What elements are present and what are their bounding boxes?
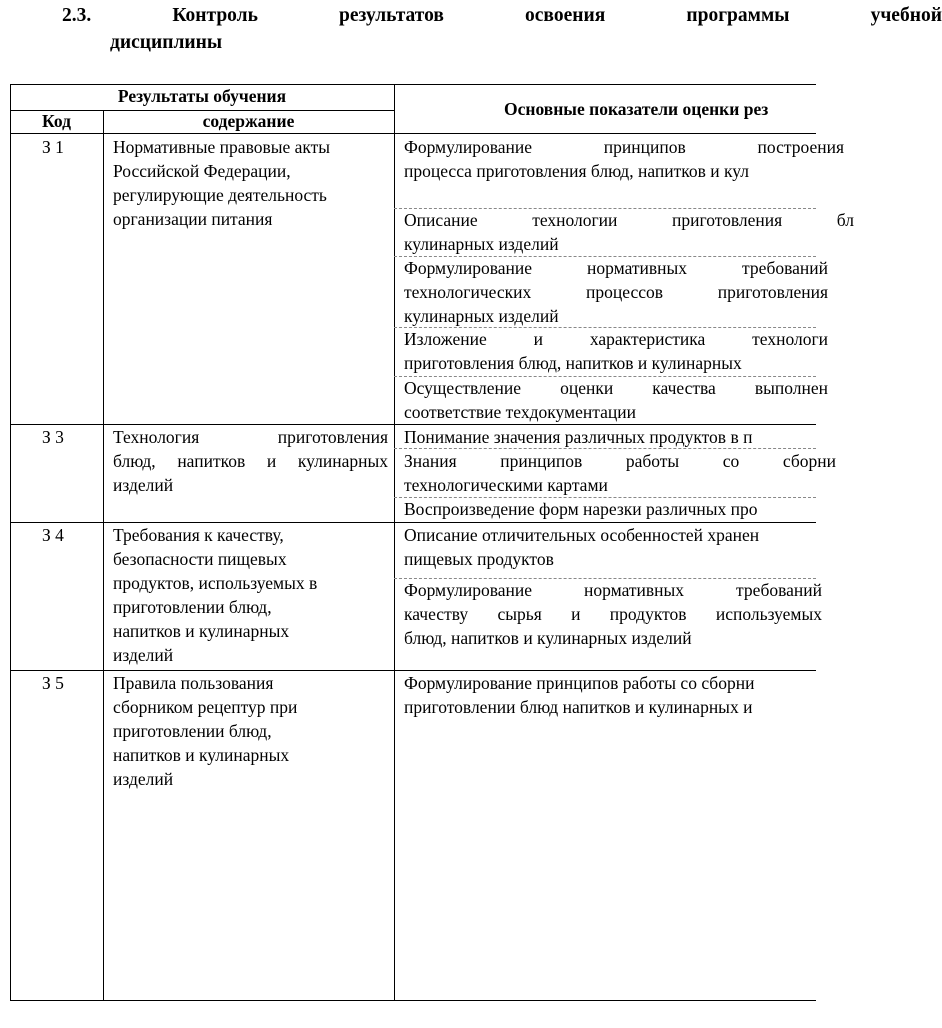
heading-word: Контроль <box>172 5 258 26</box>
row-content: Нормативные правовые акты Российской Федерации, регулирующие деятельность организации питания <box>113 137 331 229</box>
indicator-item: Понимание значения различных продуктов в п <box>404 427 753 447</box>
row-content: Технология приготовления блюд, напитков и кулинарных изделий <box>113 427 388 495</box>
heading-word: результатов <box>339 5 444 26</box>
row-code: З 5 <box>42 673 64 693</box>
indicator-item: Изложение и характеристика технологи приготовления блюд, напитков и кулинарных <box>404 329 828 373</box>
indicator-item: Описание технологии приготовления бл кулинарных изделий <box>404 210 854 254</box>
section-number: 2.3. <box>62 5 92 26</box>
assessment-table <box>0 84 854 1028</box>
indicator-item: Осуществление оценки качества выполнен соответствие техдокументации <box>404 378 828 422</box>
heading-word: освоения <box>525 5 606 26</box>
heading-word: программы <box>686 5 790 26</box>
content-header: содержание <box>202 111 295 131</box>
indicators-header: Основные показатели оценки рез <box>504 99 769 119</box>
section-heading-line-2: дисциплины <box>110 32 223 53</box>
indicator-item: Знания принципов работы со сборни технологическими картами <box>404 451 836 495</box>
indicator-item: Формулирование принципов построения процесса приготовления блюд, напитков и кул <box>404 137 844 181</box>
row-content: Правила пользования сборником рецептур при приготовлении блюд, напитков и кулинарных изделий <box>113 673 298 789</box>
indicator-item: Формулирование нормативных требований качеству сырья и продуктов используемых блюд, напитков и кулинарных изделий <box>404 580 822 648</box>
code-header: Код <box>42 111 71 131</box>
indicator-item: Формулирование принципов работы со сборни приготовлении блюд напитков и кулинарных и <box>404 673 755 717</box>
row-code: З 1 <box>42 137 64 157</box>
indicator-item: Описание отличительных особенностей хранен пищевых продуктов <box>404 525 760 569</box>
heading-word: учебной <box>870 5 942 26</box>
indicator-item: Воспроизведение форм нарезки различных про <box>404 499 758 519</box>
indicator-item: Формулирование нормативных требований технологических процессов приготовления кулинарных изделий <box>404 258 828 326</box>
row-code: З 4 <box>42 525 64 545</box>
row-code: З 3 <box>42 427 64 447</box>
row-content: Требования к качеству, безопасности пищевых продуктов, используемых в приготовлении блюд, напитков и кулинарных изделий <box>113 525 318 665</box>
section-heading-line-1 <box>62 5 942 27</box>
results-header: Результаты обучения <box>117 86 287 106</box>
